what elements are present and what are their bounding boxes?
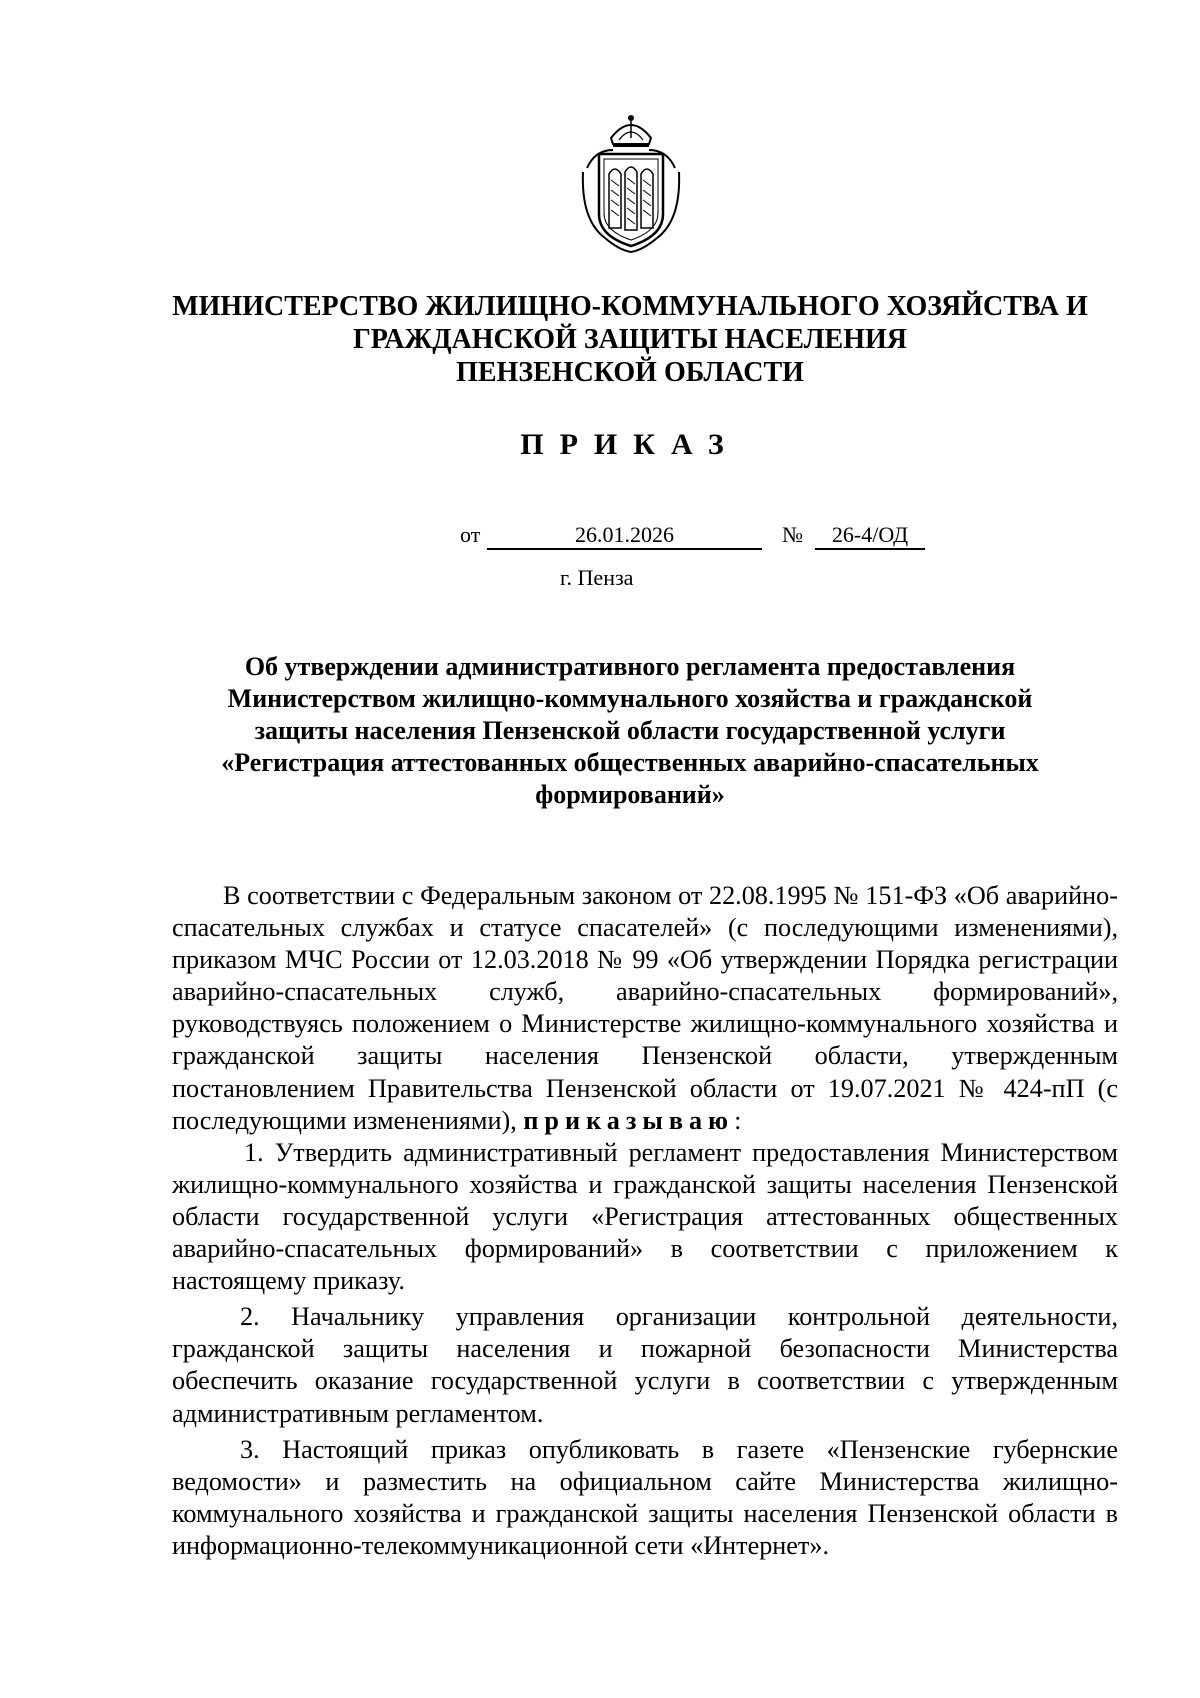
preamble-text: В соответствии с Федеральным законом от 22.08.1995 № 151-ФЗ «Об аварийно-спасательных службах и статусе спасателей» (с последующими изменениями), приказом МЧС России от 12.03.2018 № 99 «Об утверждении Порядка регистрации аварийно-спасательных служб, аварийно-спасательных формирований», руководствуясь положением о Министерстве жилищно-коммунального хозяйства и гражданской защиты населения Пензенской области, утвержденным постановлением Правительства Пензенской области от 19.07.2021 № 424-пП (с последующими изменениями), bbox=[172, 881, 1118, 1135]
city: г. Пенза bbox=[560, 565, 634, 590]
item-1: 1. Утвердить административный регламент предоставления Министерством жилищно-коммунального хозяйства и гражданской защиты населения Пензенской области государственной услуги «Регистрация аттестованных общественных аварийно-спасательных формирований» в соответствии с приложением к настоящему приказу. bbox=[172, 1137, 1118, 1296]
document-date: 26.01.2026 bbox=[487, 522, 762, 550]
ministry-line: ГРАЖДАНСКОЙ ЗАЩИТЫ НАСЕЛЕНИЯ bbox=[352, 324, 908, 355]
coat-of-arms-icon bbox=[575, 110, 687, 255]
subject-line: «Регистрация аттестованных общественных аварийно-спасательных bbox=[221, 748, 1039, 777]
subject-line: Министерством жилищно-коммунального хозяйства и гражданской bbox=[227, 684, 1033, 713]
document-number: 26-4/ОД bbox=[815, 522, 925, 550]
order-colon: : bbox=[734, 1105, 742, 1135]
document-body bbox=[172, 880, 1118, 1562]
item-2: 2. Начальнику управления организации контрольной деятельности, гражданской защиты населения и пожарной безопасности Министерства обеспечить оказание государственной услуги в соответствии с утвержденным административным регламентом. bbox=[172, 1302, 1118, 1428]
order-word: приказываю bbox=[523, 1105, 735, 1135]
ministry-line: МИНИСТЕРСТВО ЖИЛИЩНО-КОММУНАЛЬНОГО ХОЗЯЙСТВА И bbox=[172, 291, 1088, 322]
date-label: от bbox=[460, 522, 481, 547]
document-type: ПРИКАЗ bbox=[520, 428, 740, 461]
subject-line: Об утверждении административного регламента предоставления bbox=[244, 652, 1016, 681]
ministry-line: ПЕНЗЕНСКОЙ ОБЛАСТИ bbox=[456, 357, 804, 388]
item-3: 3. Настоящий приказ опубликовать в газете «Пензенские губернские ведомости» и разместить на официальном сайте Министерства жилищно-коммунального хозяйства и гражданской защиты населения Пензенской области в информационно-телекоммуникационной сети «Интернет». bbox=[172, 1434, 1118, 1560]
preamble-paragraph bbox=[172, 880, 1118, 1137]
number-label: № bbox=[782, 522, 803, 547]
subject-line: защиты населения Пензенской области государственной услуги bbox=[254, 716, 1006, 745]
document-subject bbox=[170, 651, 1090, 811]
subject-line: формирований» bbox=[535, 780, 725, 809]
ministry-name bbox=[150, 290, 1110, 389]
